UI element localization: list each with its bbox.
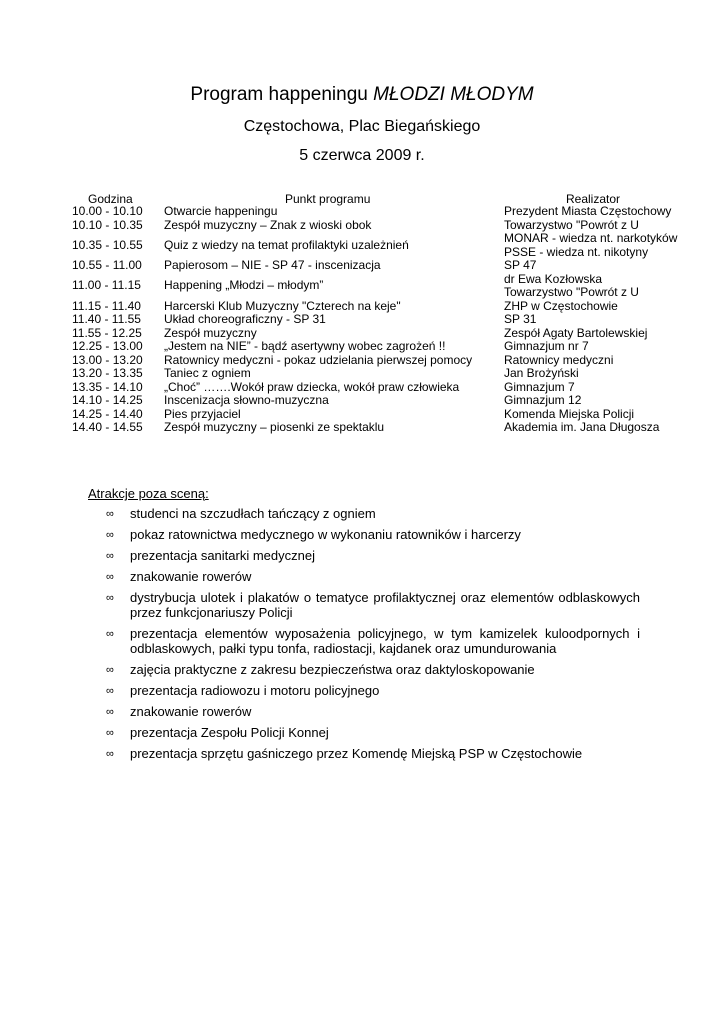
attraction-item (106, 548, 640, 563)
row-program-item: Układ choreograficzny - SP 31 (164, 312, 326, 326)
attraction-text: prezentacja radiowozu i motoru policyjnego (130, 683, 380, 698)
row-realizer: Towarzystwo "Powrót z U (504, 217, 639, 232)
row-time: 12.25 - 13.00 (72, 339, 143, 353)
attraction-item (106, 662, 640, 677)
row-time: 11.40 - 11.55 (72, 312, 141, 326)
row-realizer: Gimnazjum 12 (504, 393, 582, 407)
row-program-item: Happening „Młodzi – młodym” (164, 278, 324, 293)
row-realizer: MONAR - wiedza nt. narkotyków (504, 231, 678, 245)
table-row (0, 354, 724, 368)
row-time: 11.15 - 11.40 (72, 298, 141, 313)
row-realizer: Ratownicy medyczni (504, 352, 614, 367)
row-program-item: Harcerski Klub Muzyczny "Czterech na keje" (164, 298, 401, 313)
table-row (0, 381, 724, 395)
infinity-bullet-icon: ∞ (106, 508, 114, 520)
row-time: 13.35 - 14.10 (72, 379, 143, 394)
row-time: 11.55 - 12.25 (72, 325, 142, 340)
attraction-text: znakowanie rowerów (130, 704, 252, 719)
attraction-text: znakowanie rowerów (130, 569, 252, 584)
attraction-item (106, 590, 640, 620)
row-program-item: „Jestem na NIE” - bądź asertywny wobec zagrożeń !! (164, 339, 446, 353)
row-program-item: Quiz z wiedzy na temat profilaktyki uzależnień (164, 237, 409, 252)
row-program-item: Zespół muzyczny – piosenki ze spektaklu (164, 420, 385, 434)
row-realizer: SP 31 (504, 312, 537, 326)
row-time: 13.00 - 13.20 (72, 352, 143, 367)
table-row (0, 408, 724, 422)
infinity-bullet-icon: ∞ (106, 550, 114, 562)
row-program-item: Inscenizacja słowno-muzyczna (164, 393, 329, 407)
attraction-text: studenci na szczudłach tańczący z ogniem (130, 506, 376, 521)
infinity-bullet-icon: ∞ (106, 628, 114, 640)
attraction-text: zajęcia praktyczne z zakresu bezpieczeństwa oraz daktyloskopowanie (130, 662, 535, 677)
row-program-item: Zespół muzyczny – Znak z wioski obok (164, 217, 372, 232)
column-header-item: Punkt programu (285, 192, 371, 206)
attraction-item (106, 725, 640, 740)
row-time: 14.10 - 14.25 (72, 393, 143, 407)
infinity-bullet-icon: ∞ (106, 592, 114, 604)
row-program-item: Ratownicy medyczni - pokaz udzielania pierwszej pomocy (164, 352, 473, 367)
infinity-bullet-icon: ∞ (106, 685, 114, 697)
infinity-bullet-icon: ∞ (106, 727, 114, 739)
column-header-time: Godzina (88, 192, 133, 206)
table-row (0, 421, 724, 435)
row-time: 10.10 - 10.35 (72, 217, 143, 232)
row-program-item: „Choć” …….Wokół praw dziecka, wokół praw człowieka (164, 379, 460, 394)
row-time: 13.20 - 13.35 (72, 366, 143, 380)
table-row (0, 394, 724, 408)
attraction-text: prezentacja Zespołu Policji Konnej (130, 725, 329, 740)
row-realizer: Prezydent Miasta Częstochowy (504, 204, 672, 218)
attraction-item (106, 746, 640, 761)
row-realizer: dr Ewa Kozłowska (504, 271, 603, 286)
document-date: 5 czerwca 2009 r. (299, 147, 425, 164)
row-realizer: Towarzystwo "Powrót z U (504, 285, 639, 299)
row-program-item: Zespół muzyczny (164, 325, 257, 340)
row-realizer: PSSE - wiedza nt. nikotyny (504, 244, 649, 259)
document-subtitle: Częstochowa, Plac Biegańskiego (243, 118, 481, 135)
row-realizer: Jan Brożyński (504, 366, 579, 380)
attraction-item (106, 626, 640, 656)
attraction-item (106, 527, 640, 542)
table-row (0, 232, 724, 259)
row-time: 14.25 - 14.40 (72, 406, 143, 421)
table-row (0, 327, 724, 341)
row-program-item: Otwarcie happeningu (164, 204, 278, 218)
table-row (0, 205, 724, 219)
attraction-item (106, 704, 640, 719)
attraction-item (106, 683, 640, 698)
row-time: 10.00 - 10.10 (72, 204, 143, 218)
row-program-item: Pies przyjaciel (164, 406, 241, 421)
attraction-text: prezentacja sanitarki medycznej (130, 548, 315, 563)
infinity-bullet-icon: ∞ (106, 706, 114, 718)
row-time: 10.35 - 10.55 (72, 237, 143, 252)
row-program-item: Taniec z ogniem (164, 366, 251, 380)
table-row (0, 313, 724, 327)
attraction-item (106, 506, 640, 521)
attraction-item (106, 569, 640, 584)
row-realizer: SP 47 (504, 258, 537, 272)
column-header-realizer: Realizator (566, 192, 621, 206)
attraction-text: pokaz ratownictwa medycznego w wykonaniu ratowników i harcerzy (130, 527, 521, 542)
row-realizer: Zespół Agaty Bartolewskiej (504, 325, 648, 340)
title-prefix: Program happeningu (190, 84, 374, 105)
table-row (0, 340, 724, 354)
table-row (0, 367, 724, 381)
attraction-text: prezentacja sprzętu gaśniczego przez Komendę Miejską PSP w Częstochowie (130, 746, 583, 761)
row-time: 11.00 - 11.15 (72, 278, 141, 293)
row-time: 10.55 - 11.00 (72, 258, 142, 272)
row-realizer: Gimnazjum 7 (504, 379, 575, 394)
title-emphasis: MŁODZI MŁODYM (373, 84, 534, 105)
infinity-bullet-icon: ∞ (106, 664, 114, 676)
attractions-title: Atrakcje poza sceną: (88, 486, 209, 501)
attraction-text: prezentacja elementów wyposażenia policyjnego, w tym kamizelek kuloodpornych i odblaskowych, pałki typu tonfa, radiostacji, kajdanek oraz umundurowania (130, 626, 640, 656)
row-realizer: Gimnazjum nr 7 (504, 339, 589, 353)
infinity-bullet-icon: ∞ (106, 748, 114, 760)
attraction-text: dystrybucja ulotek i plakatów o tematyce profilaktycznej oraz elementów odblaskowych przez funkcjonariuszy Policji (130, 590, 640, 620)
row-program-item: Papierosom – NIE - SP 47 - inscenizacja (164, 258, 381, 272)
program-table (0, 205, 724, 435)
attractions-list (106, 506, 640, 767)
row-realizer: Komenda Miejska Policji (504, 406, 635, 421)
table-row (0, 300, 724, 314)
document-title (0, 84, 724, 106)
row-time: 14.40 - 14.55 (72, 420, 143, 434)
infinity-bullet-icon: ∞ (106, 529, 114, 541)
row-realizer: Akademia im. Jana Długosza (504, 420, 660, 434)
table-row (0, 273, 724, 300)
table-row (0, 259, 724, 273)
table-row (0, 219, 724, 233)
infinity-bullet-icon: ∞ (106, 571, 114, 583)
row-realizer: ZHP w Częstochowie (504, 298, 618, 313)
